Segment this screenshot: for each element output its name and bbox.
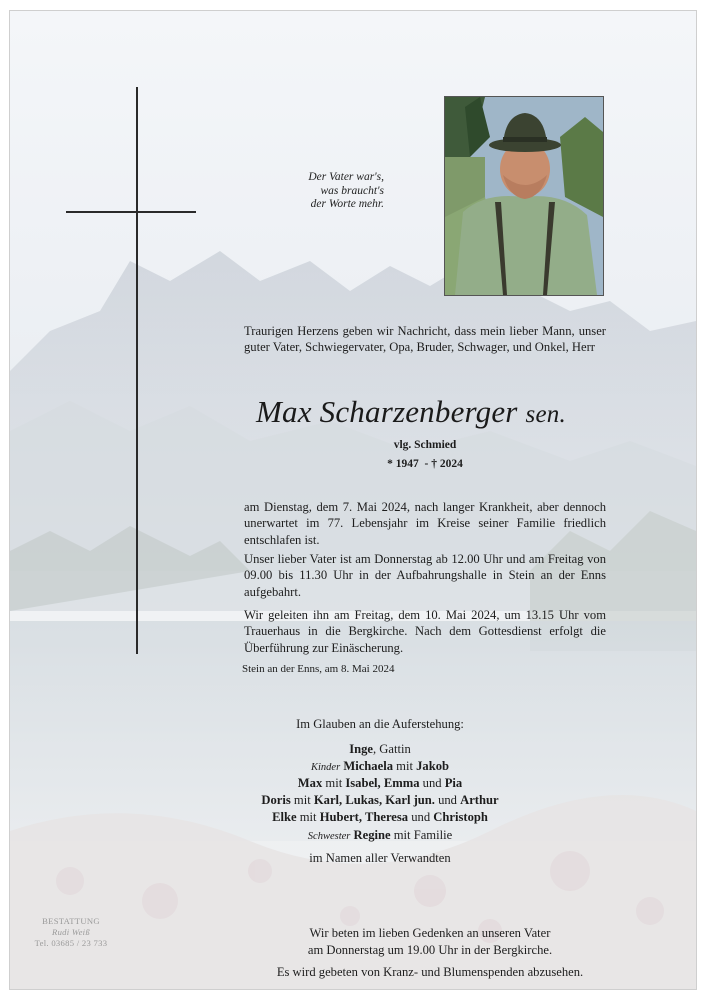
undertaker-name: Rudi Weiß (52, 927, 90, 937)
mourner-line (210, 809, 550, 825)
mourner-sister (210, 827, 550, 845)
mourner-name: Jakob (416, 759, 449, 773)
prayer-line-1: Wir beten im lieben Gedenken an unseren Vater (309, 926, 551, 940)
wife-name: Inge (349, 742, 373, 756)
place-date: Stein an der Enns, am 8. Mai 2024 (242, 663, 395, 675)
no-flowers-note: Es wird gebeten von Kranz- und Blumenspenden abzusehen. (276, 965, 584, 979)
portrait-photo (444, 96, 604, 296)
mourner-name: Elke (272, 810, 297, 824)
undertaker-phone: Tel. 03685 / 23 733 (34, 938, 108, 948)
deceased-name-suffix: sen. (525, 401, 566, 428)
mourner-name: Michaela (343, 759, 393, 773)
mourner-name: Karl, Lukas, Karl jun. (313, 793, 435, 807)
mourner-connector: und (434, 793, 461, 807)
deceased-name (256, 394, 596, 430)
mourner-name: Max (297, 776, 323, 790)
viewing-paragraph: Unser lieber Vater ist am Donnerstag ab 12.00 Uhr und am Freitag von 09.00 bis 11.30 Uhr in der Aufbahrungshalle in Stein an der Enns aufgebahrt. (244, 552, 606, 599)
deceased-nickname: vlg. Schmied (393, 439, 457, 451)
mourner-connector: mit (290, 793, 314, 807)
mourner-line (210, 792, 550, 808)
undertaker-logo (30, 916, 112, 949)
undertaker-title: BESTATTUNG (42, 916, 100, 926)
quote-line: der Worte mehr. (310, 198, 384, 210)
mourner-connector: und (419, 776, 445, 790)
prayer-line-2: am Donnerstag um 19.00 Uhr in der Bergkirche. (307, 943, 553, 957)
deceased-name-main: Max Scharzenberger (256, 394, 518, 429)
mourner-name: Doris (261, 793, 291, 807)
mourner-connector: und (408, 810, 434, 824)
mourner-name: Christoph (433, 810, 488, 824)
death-notice-paragraph: am Dienstag, dem 7. Mai 2024, nach langer Krankheit, aber dennoch unerwartet im 77. Lebensjahr im Kreise seiner Familie friedlich entschlafen ist. (244, 500, 606, 547)
memorial-quote (264, 171, 384, 212)
quote-line: Der Vater war's, (308, 171, 384, 183)
mourner-connector: mit (393, 759, 417, 773)
mourners-closing: im Namen aller Verwandten (309, 851, 451, 865)
mourner-line (210, 775, 550, 791)
mourners-heading: Im Glauben an die Auferstehung: (296, 717, 464, 731)
mourner-name: Isabel, Emma (345, 776, 420, 790)
deceased-dates: * 1947 - † 2024 (387, 458, 463, 470)
mourner-wife (210, 741, 550, 757)
mourner-name: Hubert, Theresa (319, 810, 409, 824)
obituary-card (9, 10, 697, 990)
funeral-paragraph: Wir geleiten ihn am Freitag, dem 10. Mai 2024, um 13.15 Uhr vom Trauerhaus in die Bergkirche. Nach dem Gottesdienst erfolgt die Überführung zur Einäscherung. (244, 608, 606, 655)
mourner-name: Arthur (460, 793, 499, 807)
mourner-connector: mit (296, 810, 320, 824)
sister-name: Regine (353, 828, 391, 842)
sister-label: Schwester (307, 831, 351, 842)
cross-vertical (136, 87, 138, 654)
quote-line: was braucht's (320, 184, 384, 197)
mourner-line (210, 758, 550, 776)
sister-relation: mit Familie (390, 828, 453, 842)
cross-horizontal (66, 211, 196, 213)
mourner-name: Pia (444, 776, 463, 790)
wife-relation: , Gattin (373, 742, 411, 756)
mourner-connector: mit (322, 776, 346, 790)
children-label: Kinder (311, 762, 341, 773)
intro-text: Traurigen Herzens geben wir Nachricht, dass mein lieber Mann, unser guter Vater, Schwiegervater, Opa, Bruder, Schwager, und Onkel, Herr (244, 324, 606, 355)
